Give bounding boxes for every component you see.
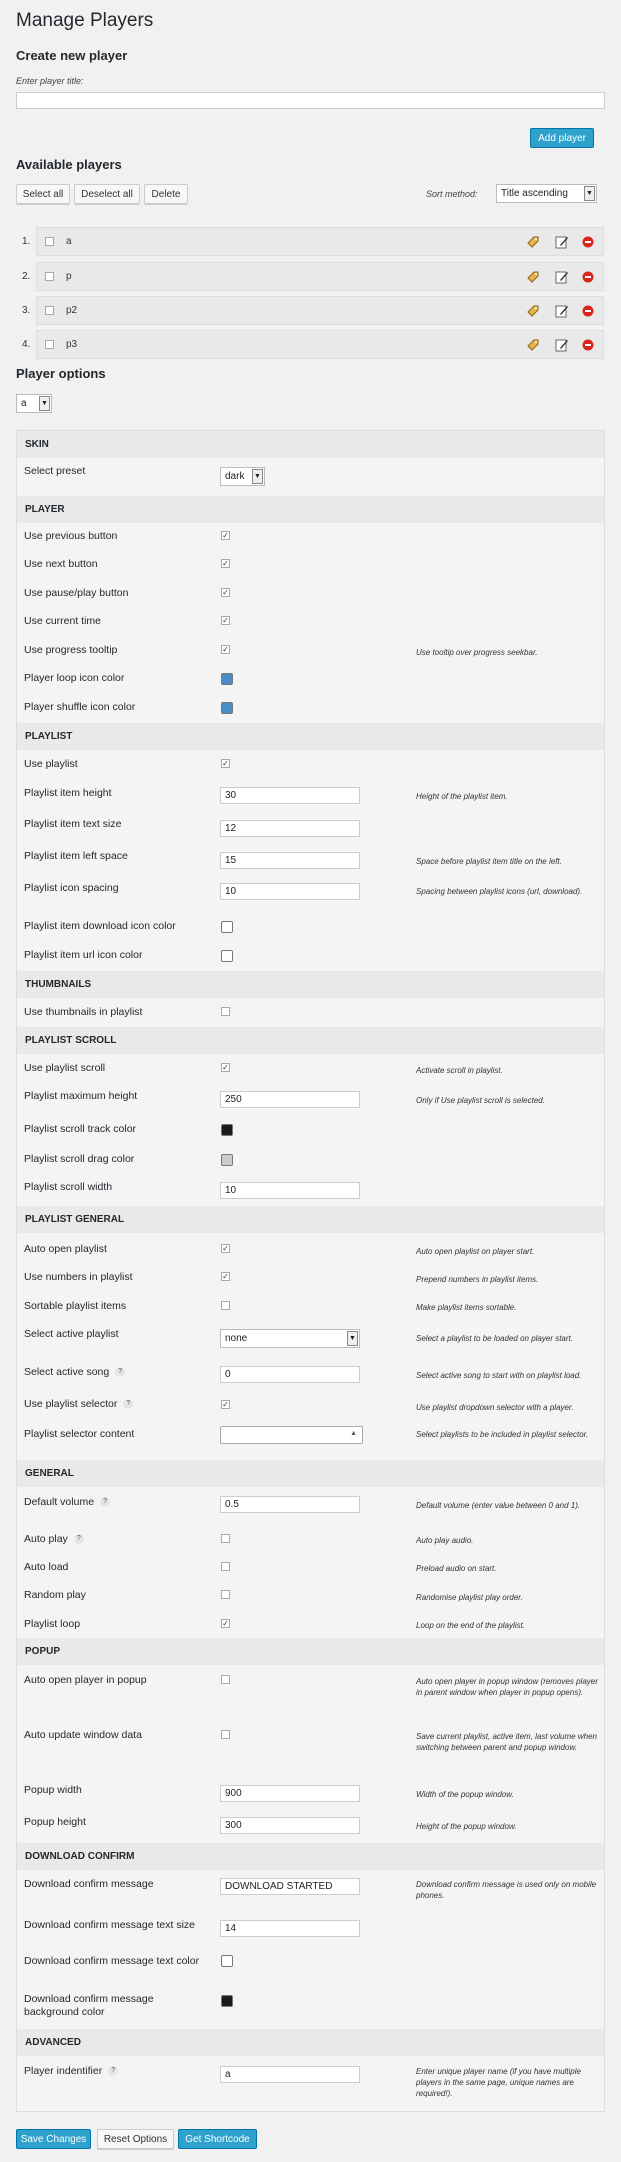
popup-height-input[interactable]: 300 — [220, 1817, 360, 1834]
use-scroll-hint: Activate scroll in playlist. — [416, 1066, 503, 1075]
player-row-number: 3. — [22, 305, 31, 316]
auto-play-hint: Auto play audio. — [416, 1536, 474, 1545]
player-row-name: a — [66, 236, 72, 247]
item-text-size-label: Playlist item text size — [24, 818, 122, 830]
player-identifier-hint: Enter unique player name (if you have multiple players in the same page, unique names are required!). — [416, 2067, 581, 2098]
player-row-number: 1. — [22, 236, 31, 247]
active-playlist-hint: Select a playlist to be loaded on player start. — [416, 1334, 573, 1343]
playlist-loop-hint: Loop on the end of the playlist. — [416, 1621, 525, 1630]
edit-icon[interactable] — [555, 338, 569, 352]
item-text-size-input[interactable]: 12 — [220, 820, 360, 837]
item-left-space-input[interactable]: 15 — [220, 852, 360, 869]
player-select[interactable] — [16, 394, 52, 413]
help-icon[interactable]: ? — [123, 1399, 133, 1409]
download-message-label: Download confirm message — [24, 1878, 154, 1890]
add-player-button[interactable]: Add player — [530, 128, 594, 148]
auto-open-playlist-checkbox[interactable]: ✓ — [222, 1244, 229, 1253]
page-title: Manage Players — [16, 10, 154, 31]
use-previous-label: Use previous button — [24, 530, 118, 542]
download-text-size-label: Download confirm message text size — [24, 1919, 195, 1931]
deselect-all-button[interactable]: Deselect all — [74, 184, 140, 204]
download-bg-color-label: Download confirm message background color — [24, 1993, 154, 2018]
max-height-input[interactable]: 250 — [220, 1091, 360, 1108]
popup-height-hint: Height of the popup window. — [416, 1822, 517, 1831]
reset-options-button[interactable]: Reset Options — [97, 2129, 174, 2149]
select-preset-value: dark — [225, 471, 245, 482]
player-row-checkbox[interactable] — [45, 306, 54, 315]
download-message-input[interactable]: DOWNLOAD STARTED — [220, 1878, 360, 1895]
auto-update-hint: Save current playlist, active item, last volume when switching between parent and popup window. — [416, 1732, 597, 1752]
popup-width-input[interactable]: 900 — [220, 1785, 360, 1802]
section-thumbnails: THUMBNAILS — [17, 971, 604, 998]
scroll-width-label: Playlist scroll width — [24, 1181, 113, 1193]
download-message-hint: Download confirm message is used only on mobile phones. — [416, 1880, 597, 1900]
use-progress-tooltip-checkbox[interactable]: ✓ — [222, 645, 229, 654]
use-pauseplay-label: Use pause/play button — [24, 587, 129, 599]
active-playlist-value: none — [225, 1333, 248, 1344]
sortable-hint: Make playlist items sortable. — [416, 1303, 517, 1312]
chevron-down-icon: ▼ — [347, 1331, 358, 1346]
default-volume-hint: Default volume (enter value between 0 and 1). — [416, 1501, 581, 1510]
playlist-loop-label: Playlist loop — [24, 1618, 81, 1630]
sort-method-value: Title ascending — [501, 188, 568, 199]
item-height-label: Playlist item height — [24, 787, 112, 799]
use-progress-tooltip-label: Use progress tooltip — [24, 644, 118, 656]
auto-load-checkbox[interactable] — [221, 1562, 230, 1571]
active-song-text: Select active song — [24, 1366, 110, 1378]
scroll-drag-color-label: Playlist scroll drag color — [24, 1153, 135, 1165]
auto-open-playlist-label: Auto open playlist — [24, 1243, 107, 1255]
url-icon-color-swatch[interactable] — [221, 950, 233, 962]
use-numbers-label: Use numbers in playlist — [24, 1271, 133, 1283]
section-playlist-scroll: PLAYLIST SCROLL — [17, 1027, 604, 1054]
tag-icon[interactable] — [526, 304, 540, 318]
auto-open-popup-hint: Auto open player in popup window (removes player in parent window when player in popup opens). — [416, 1677, 598, 1697]
select-preset-select[interactable] — [220, 467, 265, 486]
auto-open-popup-label: Auto open player in popup — [24, 1674, 147, 1686]
section-popup: POPUP — [17, 1638, 604, 1665]
download-icon-color-swatch[interactable] — [221, 921, 233, 933]
chevron-down-icon: ▼ — [39, 396, 50, 411]
player-options-heading: Player options — [16, 366, 106, 381]
shuffle-icon-color-label: Player shuffle icon color — [24, 701, 136, 713]
chevron-down-icon: ▼ — [252, 469, 263, 484]
download-text-color-label: Download confirm message text color — [24, 1955, 200, 1967]
use-current-time-label: Use current time — [24, 615, 102, 627]
edit-icon[interactable] — [555, 270, 569, 284]
select-all-button[interactable]: Select all — [16, 184, 70, 204]
chevron-down-icon: ▼ — [584, 186, 595, 201]
player-row[interactable] — [36, 262, 604, 291]
player-row[interactable] — [36, 330, 604, 359]
default-volume-label — [24, 1496, 110, 1509]
use-scroll-label: Use playlist scroll — [24, 1062, 106, 1074]
available-heading: Available players — [16, 157, 122, 172]
player-title-label: Enter player title: — [16, 76, 84, 86]
player-row-checkbox[interactable] — [45, 237, 54, 246]
get-shortcode-button[interactable]: Get Shortcode — [178, 2129, 257, 2149]
download-text-color-swatch[interactable] — [221, 1955, 233, 1967]
chevron-up-icon: ▲ — [350, 1430, 357, 1437]
active-song-input[interactable]: 0 — [220, 1366, 360, 1383]
player-row-number: 2. — [22, 271, 31, 282]
icon-spacing-hint: Spacing between playlist icons (url, download). — [416, 887, 583, 896]
auto-open-popup-checkbox[interactable] — [221, 1675, 230, 1684]
use-pauseplay-checkbox[interactable]: ✓ — [222, 588, 229, 597]
sortable-checkbox[interactable] — [221, 1301, 230, 1310]
item-left-space-label: Playlist item left space — [24, 850, 128, 862]
help-icon[interactable]: ? — [100, 1497, 110, 1507]
player-row-name: p3 — [66, 339, 78, 350]
help-icon[interactable]: ? — [115, 1367, 125, 1377]
use-selector-hint: Use playlist dropdown selector with a player. — [416, 1403, 574, 1412]
use-thumbnails-label: Use thumbnails in playlist — [24, 1006, 143, 1018]
scroll-drag-color-swatch[interactable] — [221, 1154, 233, 1166]
section-skin: SKIN — [17, 431, 604, 458]
player-title-input[interactable] — [16, 92, 605, 109]
popup-width-label: Popup width — [24, 1784, 82, 1796]
player-row[interactable] — [36, 227, 604, 256]
loop-icon-color-label: Player loop icon color — [24, 672, 125, 684]
auto-open-playlist-hint: Auto open playlist on player start. — [416, 1247, 535, 1256]
use-progress-tooltip-hint: Use tooltip over progress seekbar. — [416, 648, 538, 657]
item-height-hint: Height of the playlist item. — [416, 792, 508, 801]
auto-load-label: Auto load — [24, 1561, 69, 1573]
delete-icon[interactable] — [581, 304, 595, 318]
player-select-value: a — [21, 398, 27, 409]
active-song-hint: Select active song to start with on playlist load. — [416, 1371, 582, 1380]
use-playlist-checkbox[interactable]: ✓ — [222, 759, 229, 768]
player-identifier-label — [24, 2065, 118, 2078]
use-selector-label — [24, 1398, 133, 1411]
use-next-checkbox[interactable]: ✓ — [222, 559, 229, 568]
section-advanced: ADVANCED — [17, 2029, 604, 2056]
player-row-checkbox[interactable] — [45, 272, 54, 281]
player-row[interactable] — [36, 296, 604, 325]
edit-icon[interactable] — [555, 304, 569, 318]
playlist-loop-checkbox[interactable]: ✓ — [222, 1619, 229, 1628]
auto-load-hint: Preload audio on start. — [416, 1564, 497, 1573]
section-player: PLAYER — [17, 496, 604, 523]
tag-icon[interactable] — [526, 270, 540, 284]
save-changes-button[interactable]: Save Changes — [16, 2129, 91, 2149]
player-row-name: p — [66, 271, 72, 282]
help-icon[interactable]: ? — [108, 2066, 118, 2076]
player-row-number: 4. — [22, 339, 31, 350]
use-selector-checkbox[interactable]: ✓ — [222, 1400, 229, 1409]
create-heading: Create new player — [16, 48, 128, 63]
sortable-label: Sortable playlist items — [24, 1300, 127, 1312]
sort-method-label: Sort method: — [426, 189, 478, 199]
download-icon-color-label: Playlist item download icon color — [24, 920, 176, 932]
active-song-label — [24, 1366, 125, 1379]
delete-icon[interactable] — [581, 270, 595, 284]
download-bg-color-swatch[interactable] — [221, 1995, 233, 2007]
select-preset-label: Select preset — [24, 465, 86, 477]
selector-content-label: Playlist selector content — [24, 1428, 135, 1440]
active-playlist-label: Select active playlist — [24, 1328, 119, 1340]
auto-play-label — [24, 1533, 84, 1546]
player-row-checkbox[interactable] — [45, 340, 54, 349]
use-numbers-checkbox[interactable]: ✓ — [222, 1272, 229, 1281]
icon-spacing-label: Playlist icon spacing — [24, 882, 119, 894]
player-identifier-text: Player indentifier — [24, 2065, 103, 2077]
max-height-label: Playlist maximum height — [24, 1090, 138, 1102]
use-thumbnails-checkbox[interactable] — [221, 1007, 230, 1016]
section-general: GENERAL — [17, 1460, 604, 1487]
max-height-hint: Only if Use playlist scroll is selected. — [416, 1096, 545, 1105]
use-playlist-label: Use playlist — [24, 758, 78, 770]
item-height-input[interactable]: 30 — [220, 787, 360, 804]
use-selector-text: Use playlist selector — [24, 1398, 118, 1410]
player-identifier-input[interactable]: a — [220, 2066, 360, 2083]
delete-button[interactable]: Delete — [144, 184, 188, 204]
random-play-checkbox[interactable] — [221, 1590, 230, 1599]
default-volume-input[interactable]: 0.5 — [220, 1496, 360, 1513]
random-play-label: Random play — [24, 1589, 86, 1601]
scroll-width-input[interactable]: 10 — [220, 1182, 360, 1199]
scroll-track-color-label: Playlist scroll track color — [24, 1123, 137, 1135]
active-playlist-select[interactable] — [220, 1329, 360, 1348]
auto-update-label: Auto update window data — [24, 1729, 142, 1741]
auto-play-text: Auto play — [24, 1533, 68, 1545]
selector-content-hint: Select playlists to be included in playlist selector. — [416, 1430, 589, 1439]
auto-update-checkbox[interactable] — [221, 1730, 230, 1739]
default-volume-text: Default volume — [24, 1496, 95, 1508]
item-left-space-hint: Space before playlist item title on the left. — [416, 857, 562, 866]
popup-height-label: Popup height — [24, 1816, 86, 1828]
tag-icon[interactable] — [526, 235, 540, 249]
icon-spacing-input[interactable]: 10 — [220, 883, 360, 900]
loop-icon-color-swatch[interactable] — [221, 673, 233, 685]
use-scroll-checkbox[interactable]: ✓ — [222, 1063, 229, 1072]
edit-icon[interactable] — [555, 235, 569, 249]
use-previous-checkbox[interactable]: ✓ — [222, 531, 229, 540]
help-icon[interactable]: ? — [74, 1534, 84, 1544]
section-playlist: PLAYLIST — [17, 723, 604, 750]
url-icon-color-label: Playlist item url icon color — [24, 949, 143, 961]
use-current-time-checkbox[interactable]: ✓ — [222, 616, 229, 625]
random-play-hint: Randomise playlist play order. — [416, 1593, 523, 1602]
download-text-size-input[interactable]: 14 — [220, 1920, 360, 1937]
section-playlist-general: PLAYLIST GENERAL — [17, 1206, 604, 1233]
shuffle-icon-color-swatch[interactable] — [221, 702, 233, 714]
tag-icon[interactable] — [526, 338, 540, 352]
delete-icon[interactable] — [581, 235, 595, 249]
use-next-label: Use next button — [24, 558, 98, 570]
auto-play-checkbox[interactable] — [221, 1534, 230, 1543]
sort-method-select[interactable] — [496, 184, 597, 203]
popup-width-hint: Width of the popup window. — [416, 1790, 514, 1799]
section-download-confirm: DOWNLOAD CONFIRM — [17, 1843, 604, 1870]
delete-icon[interactable] — [581, 338, 595, 352]
player-row-name: p2 — [66, 305, 78, 316]
use-numbers-hint: Prepend numbers in playlist items. — [416, 1275, 539, 1284]
scroll-track-color-swatch[interactable] — [221, 1124, 233, 1136]
selector-content-multiselect[interactable] — [220, 1426, 363, 1444]
